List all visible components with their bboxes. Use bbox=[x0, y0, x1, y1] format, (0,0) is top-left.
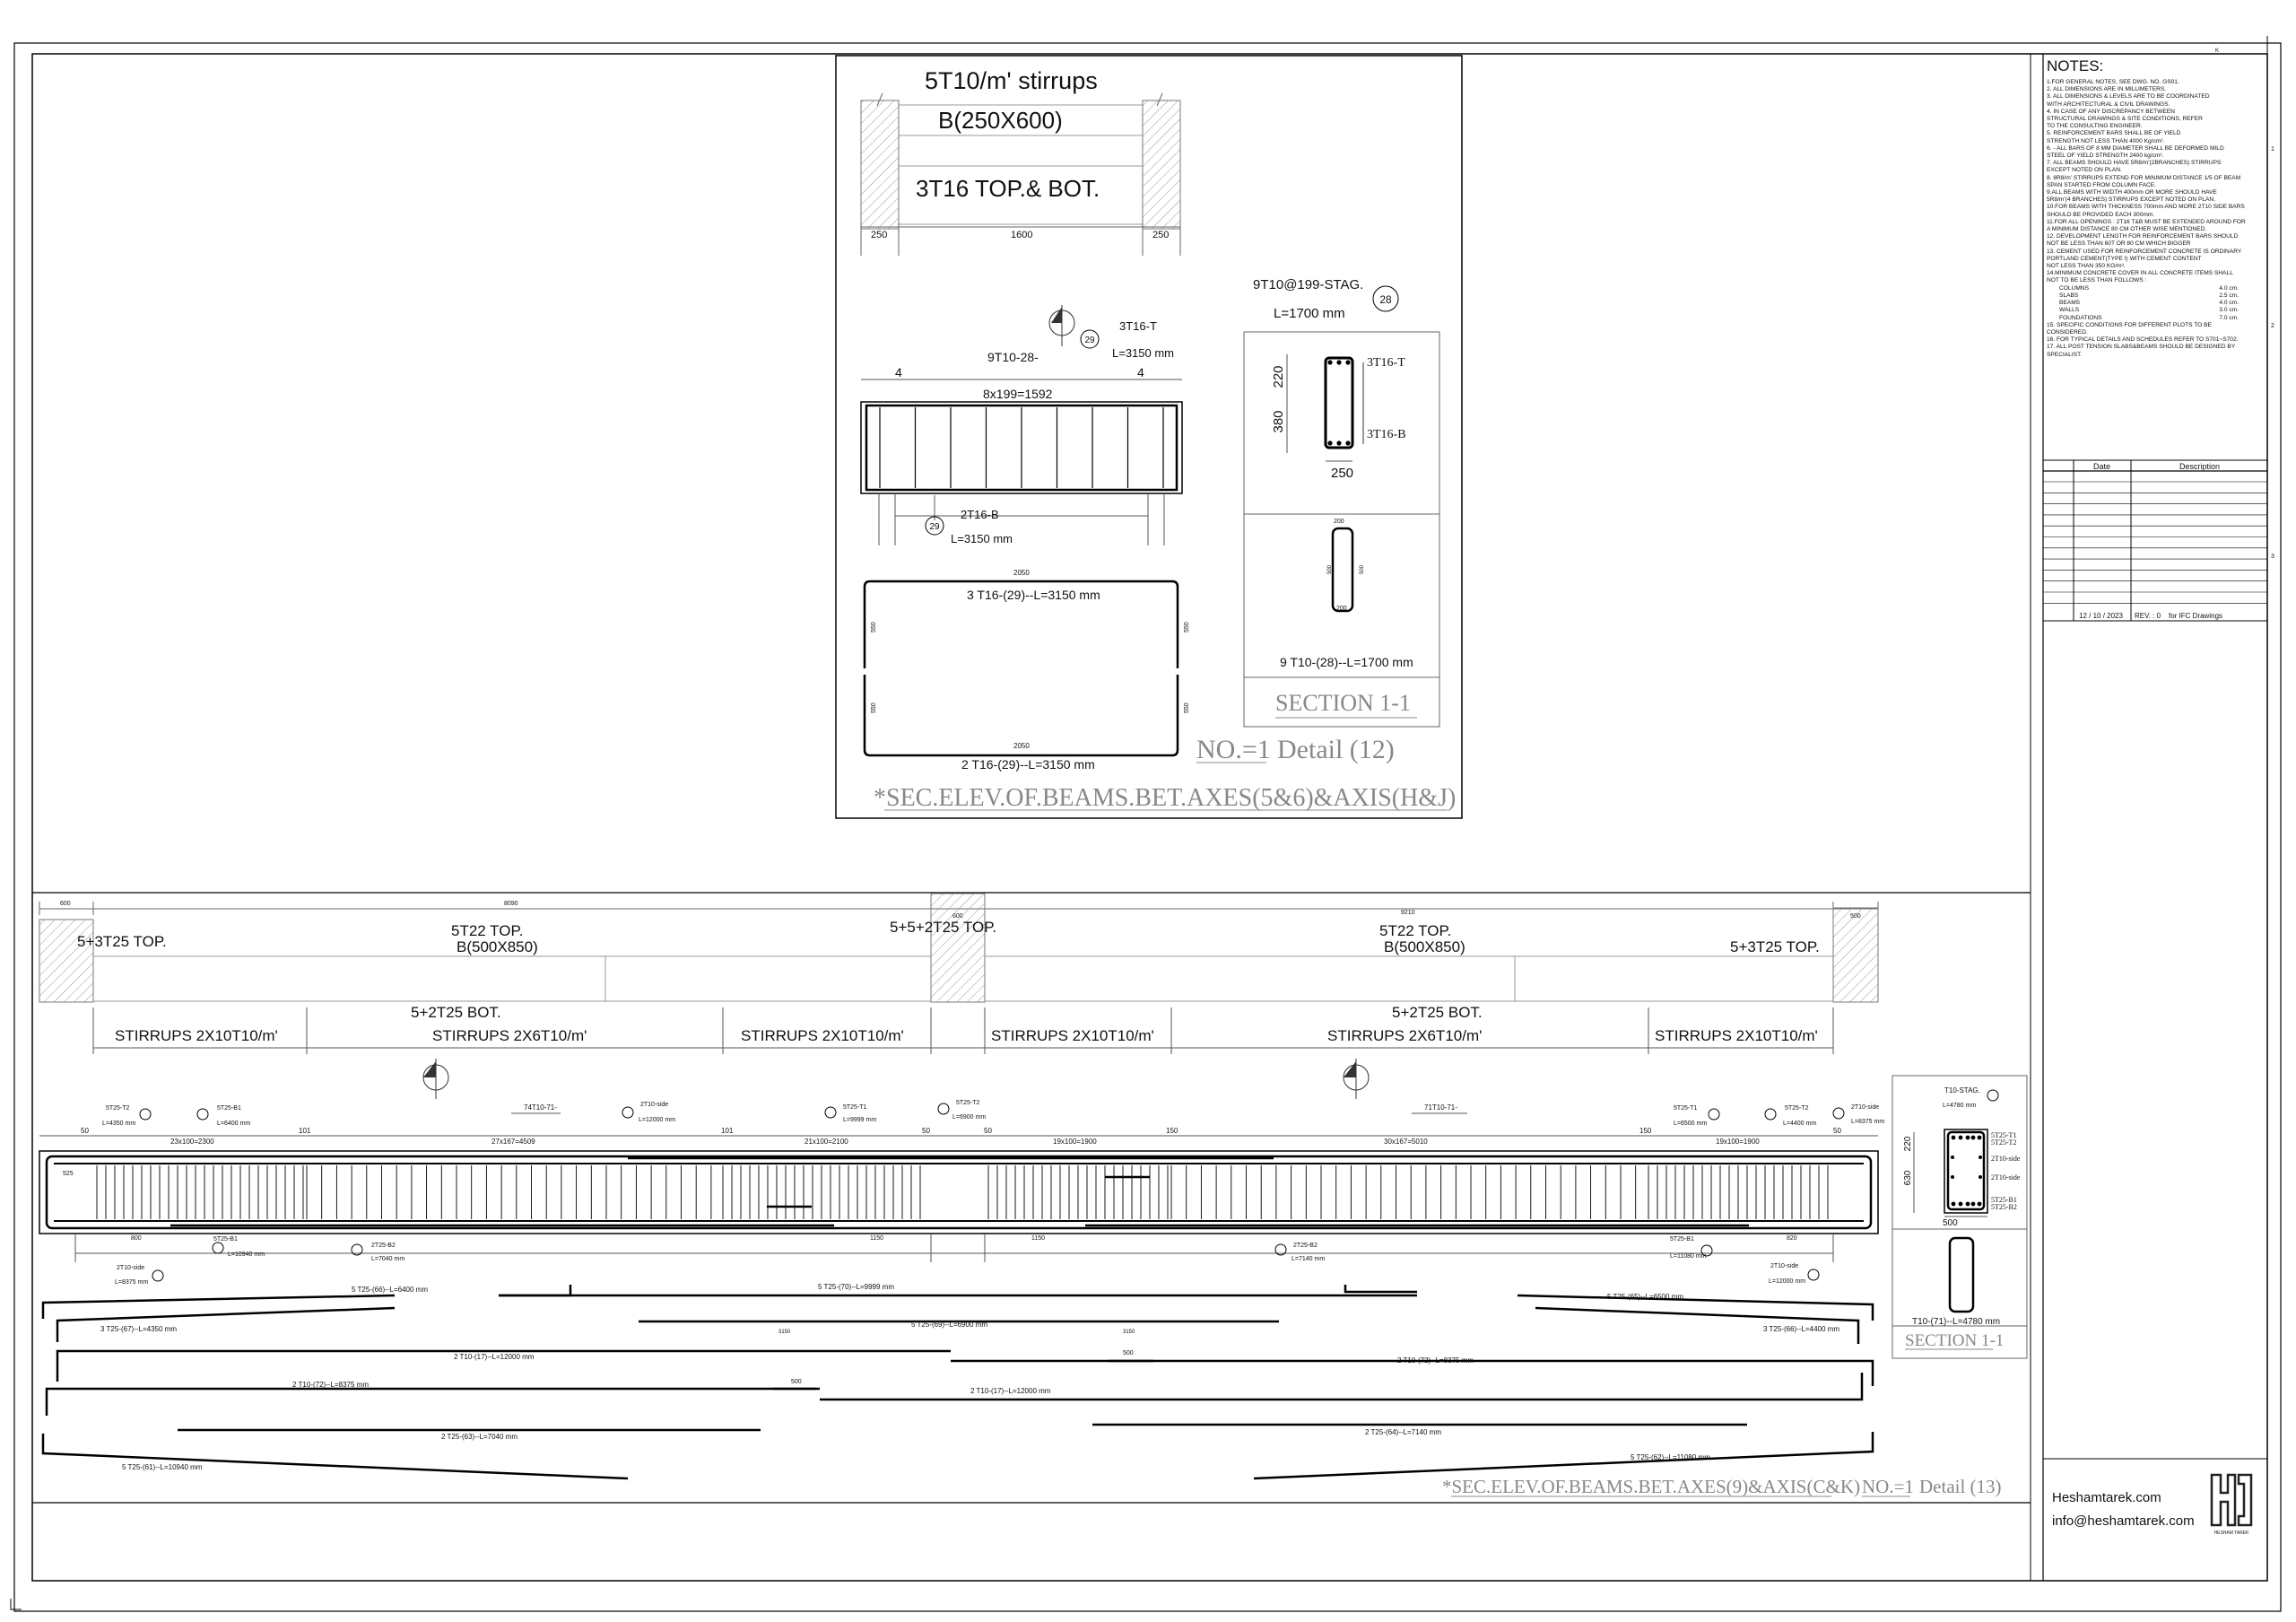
shape-hook-left-2: 550 bbox=[871, 702, 877, 713]
d13-column-2 bbox=[931, 894, 985, 1002]
below-p2l: L=7040 mm bbox=[371, 1256, 405, 1262]
sched-r3b: 2 T10-(72)--L=8375 mm bbox=[1397, 1356, 1474, 1365]
spacing-11: 30x167=5010 bbox=[1384, 1138, 1428, 1146]
note-line: 13. CEMENT USED FOR REINFORCEMENT CONCRETE IS ORDINARY bbox=[2047, 248, 2242, 255]
revision-table bbox=[2043, 482, 2267, 603]
sched-r1a: 5 T25-(66)--L=6400 mm bbox=[352, 1286, 428, 1294]
sec12-width: 250 bbox=[1331, 466, 1354, 481]
sec13-b4b: 5T25-B2 bbox=[1991, 1203, 2017, 1211]
tag-t6l: L=6900 mm bbox=[952, 1114, 987, 1121]
rebar-dot bbox=[1952, 1202, 1956, 1207]
d13-elevation-stirrups bbox=[97, 1165, 1828, 1219]
elev-bot-bar: 2T16-B bbox=[961, 508, 999, 521]
section-rebar-dots bbox=[1327, 360, 1350, 445]
sec13-stag: T10-STAG. bbox=[1944, 1086, 1980, 1094]
rebar-dot bbox=[1966, 1202, 1970, 1207]
rev-col-date: Date bbox=[2093, 462, 2111, 471]
spacing-4: 27x167=4509 bbox=[491, 1138, 535, 1146]
sched-r2d1: 3150 bbox=[778, 1330, 791, 1335]
cover-value: 3.0 cm. bbox=[2219, 307, 2239, 314]
below-p3: 2T10-side bbox=[117, 1265, 145, 1271]
sec13-d1: 220 bbox=[1903, 1136, 1913, 1152]
sec12-bot-bar: 3T16-B bbox=[1367, 428, 1406, 441]
rebar-dot bbox=[1336, 360, 1341, 364]
d13-column-1 bbox=[39, 920, 93, 1002]
sec13-b1: 5T25-T1 bbox=[1991, 1131, 2017, 1139]
below-p1: 5T25-B1 bbox=[213, 1236, 238, 1243]
rebar-dot bbox=[1978, 1202, 1982, 1207]
column-right bbox=[1143, 100, 1180, 229]
tag-t7: 71T10-71- bbox=[1424, 1103, 1457, 1112]
note-line: A MINIMUM DISTANCE 80 CM OTHER WISE MENTIONED. bbox=[2047, 226, 2207, 233]
notes-panel bbox=[2047, 57, 2271, 359]
sec13-title: SECTION 1-1 bbox=[1905, 1331, 2005, 1350]
below-p6l: L=12000 mm bbox=[1769, 1278, 1806, 1285]
sched-r2a: 3 T25-(67)--L=4350 mm bbox=[100, 1325, 177, 1333]
sec12-top-bar: 3T16-T bbox=[1367, 356, 1405, 370]
rebar-dot bbox=[1951, 1175, 1954, 1179]
cover-row bbox=[2047, 292, 2239, 300]
note-line: NOT TO BE LESS THAN FOLLOWS : bbox=[2047, 277, 2147, 284]
sec13-stirrup-label: T10-(71)--L=4780 mm bbox=[1912, 1317, 2001, 1327]
sec12-title: SECTION 1-1 bbox=[1275, 690, 1411, 716]
cover-value: 7.0 cm. bbox=[2219, 314, 2239, 321]
sched-r6a: 5 T25-(61)--L=10940 mm bbox=[122, 1463, 203, 1471]
sched-r3a: 2 T10-(17)--L=12000 mm bbox=[454, 1353, 535, 1361]
rebar-dot bbox=[1959, 1202, 1963, 1207]
beam-plan bbox=[861, 67, 1180, 256]
below-p4: 2T25-B2 bbox=[1293, 1243, 1318, 1249]
d13-tags bbox=[102, 1100, 1884, 1127]
d13-section-rebar-dots bbox=[1951, 1136, 1982, 1207]
spacing-9: 19x100=1900 bbox=[1053, 1138, 1097, 1146]
note-line: 11.FOR ALL OPENINGS : 2T16 T&B MUST BE EXTENDED AROUND FOR bbox=[2047, 218, 2246, 225]
below-b1: 800 bbox=[131, 1235, 142, 1242]
note-line: TO THE CONSULTING ENGINEER. bbox=[2047, 123, 2143, 130]
section-1-1-d12 bbox=[1244, 277, 1439, 727]
d12-no: NO.=1 bbox=[1196, 735, 1271, 764]
spacing-6: 21x100=2100 bbox=[804, 1138, 848, 1146]
spacing-12: 150 bbox=[1639, 1127, 1652, 1135]
tag-t8: 5T25-T1 bbox=[1674, 1105, 1698, 1112]
logo-text: HESHAM TAREK bbox=[2213, 1530, 2249, 1536]
cover-row bbox=[2047, 307, 2239, 314]
note-line: 8. 8R8/m' STIRRUPS EXTEND FOR MINIMUM DISTANCE 1/5 OF BEAM bbox=[2047, 174, 2241, 181]
sched-r1c: 5 T25-(65)--L=6500 mm bbox=[1607, 1293, 1683, 1301]
d13-column-3 bbox=[1833, 908, 1878, 1002]
note-line: 12. DEVELOPMENT LENGTH FOR REINFORCEMENT BARS SHOULD bbox=[2047, 233, 2239, 240]
rebar-dot bbox=[1951, 1155, 1954, 1159]
spacing-1: 50 bbox=[81, 1127, 89, 1135]
rebar-dot bbox=[1345, 360, 1350, 364]
note-line: 10.FOR BEAMS WITH THICKNESS 700mm AND MORE 2T10 SIDE BARS bbox=[2047, 204, 2245, 211]
sched-r2b: 5 T25-(69)--L=6900 mm bbox=[911, 1321, 987, 1329]
note-line: EXCEPT NOTED ON PLAN. bbox=[2047, 167, 2122, 174]
sched-r4b: 500 bbox=[791, 1379, 802, 1385]
tag-t8l: L=6500 mm bbox=[1674, 1121, 1708, 1127]
note-line: 3. ALL DIMENSIONS & LEVELS ARE TO BE COORDINATED bbox=[2047, 93, 2210, 100]
tag-t2: 5T25-B1 bbox=[217, 1105, 241, 1112]
tag-t9: 5T25-T2 bbox=[1785, 1105, 1809, 1112]
d13-mid-top: 5+5+2T25 TOP. bbox=[890, 919, 997, 936]
margin-mark-k: K bbox=[2215, 48, 2220, 54]
elev-top-bar: 3T16-T bbox=[1119, 319, 1157, 333]
tag-t10: 2T10-side bbox=[1851, 1104, 1880, 1111]
d13-elevation bbox=[39, 1151, 1878, 1262]
note-line: STRENGTH NOT LESS THAN 4000 Kg/cm². bbox=[2047, 137, 2165, 144]
tag-t6: 5T25-T2 bbox=[956, 1100, 980, 1106]
sec13-b2: 2T10-side bbox=[1991, 1155, 2021, 1163]
company-logo bbox=[2206, 1471, 2257, 1536]
plan-dim-right: 250 bbox=[1152, 230, 1170, 240]
notes-list bbox=[2047, 79, 2271, 285]
margin-mark-3: 3 bbox=[2271, 554, 2274, 560]
sec12-st-bot: 200 bbox=[1336, 606, 1347, 612]
contact-email[interactable]: info@heshamtarek.com bbox=[2052, 1513, 2195, 1529]
logo-mark-icon bbox=[2208, 1471, 2255, 1529]
shape-hook-left: 550 bbox=[871, 622, 877, 632]
spacing-7: 50 bbox=[922, 1127, 930, 1135]
sched-r3c: 500 bbox=[1123, 1350, 1134, 1356]
note-line: 16. FOR TYPICAL DETAILS AND SCHEDULES REFER TO S701~S702. bbox=[2047, 336, 2239, 344]
below-b4: 820 bbox=[1787, 1235, 1797, 1242]
shape-bot-label: 2 T16-(29)--L=3150 mm bbox=[961, 757, 1095, 772]
note-line: SPECIALIST. bbox=[2047, 351, 2083, 358]
note-line: 7. ALL BEAMS SHOULD HAVE 5R8/m'(2BRANCHES) STIRRUPS bbox=[2047, 160, 2222, 167]
cover-item: COLUMNS bbox=[2059, 284, 2089, 292]
rebar-dot bbox=[1952, 1136, 1956, 1140]
elev-top-len: L=3150 mm bbox=[1112, 346, 1175, 360]
note-line: 2. ALL DIMENSIONS ARE IN MILLIMETERS. bbox=[2047, 86, 2167, 93]
note-line: 5. REINFORCEMENT BARS SHALL BE OF YIELD bbox=[2047, 130, 2181, 137]
sched-r2d2: 3150 bbox=[1123, 1330, 1135, 1335]
d13-right-top: 5+3T25 TOP. bbox=[1730, 938, 1820, 955]
d13-below-labels bbox=[115, 1235, 1819, 1286]
d12-detail: Detail (12) bbox=[1277, 735, 1395, 764]
d13-span2-beam: B(500X850) bbox=[1384, 938, 1465, 955]
sec13-b1b: 5T25-T2 bbox=[1991, 1138, 2017, 1147]
shape-bot-dim: 2050 bbox=[1013, 742, 1030, 750]
below-p5: 5T25-B1 bbox=[1670, 1236, 1694, 1243]
sec12-st-right: 500 bbox=[1360, 564, 1365, 574]
elev-dim-right: 4 bbox=[1137, 365, 1144, 379]
below-p4l: L=7140 mm bbox=[1292, 1256, 1326, 1262]
plan-dim-left: 250 bbox=[871, 230, 888, 240]
note-line: 1.FOR GENERAL NOTES, SEE DWG. NO. GS01. bbox=[2047, 79, 2179, 85]
tag-t3: 74T10-71- bbox=[524, 1103, 557, 1112]
note-line: SHOULD BE PROVIDED EACH 300mm. bbox=[2047, 211, 2155, 218]
spacing-8: 50 bbox=[984, 1127, 992, 1135]
below-p1l: L=10940 mm bbox=[228, 1251, 265, 1258]
shape-top-label: 3 T16-(29)--L=3150 mm bbox=[967, 588, 1100, 602]
d13-span1-beam: B(500X850) bbox=[457, 938, 538, 955]
d13-no: NO.=1 bbox=[1862, 1476, 1914, 1497]
d13-detail: Detail (13) bbox=[1919, 1476, 2002, 1497]
notes-cover-table bbox=[2047, 285, 2271, 322]
note-line: 5R8/m'(4 BRANCHES) STIRRUPS EXCEPT NOTED ON PLAN. bbox=[2047, 196, 2215, 204]
plan-dim-mid: 1600 bbox=[1011, 230, 1033, 240]
d13-bar-schedule bbox=[43, 1283, 1873, 1478]
margin-mark-2: 2 bbox=[2271, 323, 2274, 329]
sec13-b4: 5T25-B1 bbox=[1991, 1196, 2017, 1204]
rebar-dot bbox=[1971, 1136, 1976, 1140]
tag-t4: 2T10-side bbox=[640, 1102, 669, 1108]
note-line: NOT LESS THAN 350 KG/m³. bbox=[2047, 263, 2126, 270]
d13-side-dim: 525 bbox=[63, 1171, 74, 1177]
note-line: STRUCTURAL DRAWINGS & SITE CONDITIONS, REFER bbox=[2047, 116, 2203, 123]
plan-beam-label: B(250X600) bbox=[938, 107, 1063, 134]
spacing-13: 19x100=1900 bbox=[1716, 1138, 1760, 1146]
note-line: 17. ALL POST TENSION SLABS&BEAMS SHOULD BE DESIGNED BY bbox=[2047, 344, 2236, 351]
cover-row bbox=[2047, 300, 2239, 307]
elev-bot-len: L=3150 mm bbox=[951, 532, 1013, 545]
note-line: 15. SPECIFIC CONDITIONS FOR DIFFERENT PLOTS TO BE bbox=[2047, 321, 2212, 328]
d13-stirrups-6: STIRRUPS 2X10T10/m' bbox=[1655, 1027, 1818, 1044]
rebar-dot bbox=[1978, 1136, 1982, 1140]
contact-web[interactable]: Heshamtarek.com bbox=[2052, 1490, 2161, 1505]
sched-r4a: 2 T10-(72)--L=8375 mm bbox=[292, 1381, 369, 1389]
d13-stirrups-5: STIRRUPS 2X6T10/m' bbox=[1327, 1027, 1483, 1044]
d13-dim-2: 8090 bbox=[504, 901, 518, 907]
tag-t1: 5T25-T2 bbox=[106, 1105, 130, 1112]
elev-dim-left: 4 bbox=[895, 365, 902, 379]
below-p2: 2T25-B2 bbox=[371, 1243, 396, 1249]
shape-hook-right: 550 bbox=[1184, 622, 1190, 632]
d13-stirrups-3: STIRRUPS 2X10T10/m' bbox=[741, 1027, 904, 1044]
cover-row bbox=[2047, 285, 2239, 292]
notes-list-tail bbox=[2047, 322, 2271, 359]
sched-r5a: 2 T25-(63)--L=7040 mm bbox=[441, 1433, 517, 1441]
sec12-len: L=1700 mm bbox=[1274, 306, 1345, 321]
cover-value: 2.5 cm. bbox=[2219, 292, 2239, 299]
below-b3: 1150 bbox=[1031, 1235, 1046, 1242]
tag-t9l: L=4400 mm bbox=[1783, 1121, 1817, 1127]
d13-span2-top: 5T22 TOP. bbox=[1379, 922, 1452, 939]
rebar-dot bbox=[1345, 440, 1350, 445]
cover-item: SLABS bbox=[2059, 292, 2079, 299]
margin-mark-1: 1 bbox=[2271, 146, 2274, 153]
cover-value: 4.0 cm. bbox=[2219, 300, 2239, 307]
notes-title: NOTES: bbox=[2047, 57, 2104, 74]
bar-shapes bbox=[865, 569, 1190, 772]
rebar-dot bbox=[1327, 360, 1332, 364]
sec12-stag: 9T10@199-STAG. bbox=[1253, 277, 1364, 292]
rebar-dot bbox=[1971, 1202, 1976, 1207]
rebar-dot bbox=[1959, 1136, 1963, 1140]
below-p5l: L=11080 mm bbox=[1670, 1253, 1707, 1260]
tag-t5l: L=9999 mm bbox=[843, 1117, 877, 1123]
elev-stirrup-label: 9T10-28- bbox=[987, 350, 1039, 364]
d13-stirrups-4: STIRRUPS 2X10T10/m' bbox=[991, 1027, 1154, 1044]
below-b2: 1150 bbox=[870, 1235, 884, 1242]
sec12-d2: 380 bbox=[1271, 410, 1286, 433]
rev-col-desc: Description bbox=[2179, 462, 2221, 471]
section-marker bbox=[1049, 305, 1074, 346]
plan-title: 5T10/m' stirrups bbox=[925, 67, 1098, 94]
d13-caption: *SEC.ELEV.OF.BEAMS.BET.AXES(9)&AXIS(C&K) bbox=[1442, 1476, 1860, 1497]
rebar-dot bbox=[1336, 440, 1341, 445]
d13-stirrups-1: STIRRUPS 2X10T10/m' bbox=[115, 1027, 278, 1044]
elev-bot-mark: 29 bbox=[929, 522, 940, 532]
note-line: 6. - ALL BARS OF 8 MM DIAMETER SHALL BE DEFORMED MILD bbox=[2047, 144, 2224, 152]
rebar-dot bbox=[1979, 1155, 1982, 1159]
note-line: CONSIDERED. bbox=[2047, 328, 2088, 336]
cover-value: 4.0 cm. bbox=[2219, 284, 2239, 292]
spacing-3: 101 bbox=[299, 1127, 311, 1135]
elev-top-mark: 29 bbox=[1084, 336, 1095, 345]
rebar-dot bbox=[1966, 1136, 1970, 1140]
d13-stirrups-2: STIRRUPS 2X6T10/m' bbox=[432, 1027, 587, 1044]
contact-block bbox=[2052, 1487, 2195, 1533]
spacing-14: 50 bbox=[1833, 1127, 1841, 1135]
d13-span2-bot: 5+2T25 BOT. bbox=[1392, 1004, 1483, 1021]
outer-border bbox=[14, 43, 2281, 1611]
sched-r2c: 3 T25-(66)--L=4400 mm bbox=[1763, 1325, 1839, 1333]
sched-r4c: 2 T10-(17)--L=12000 mm bbox=[970, 1387, 1051, 1395]
sec12-stirrup-label: 9 T10-(28)--L=1700 mm bbox=[1280, 655, 1413, 669]
tag-t1l: L=4350 mm bbox=[102, 1121, 136, 1127]
rev-desc: for IFC Drawings bbox=[2169, 612, 2223, 620]
spacing-10: 150 bbox=[1166, 1127, 1178, 1135]
sec13-len: L=4780 mm bbox=[1943, 1103, 1977, 1109]
d12-caption: *SEC.ELEV.OF.BEAMS.BET.AXES(5&6)&AXIS(H&J) bbox=[874, 784, 1457, 812]
note-line: NOT BE LESS THAN 60T OR 80 CM WHICH BIGGER bbox=[2047, 240, 2191, 248]
tag-t2l: L=6400 mm bbox=[217, 1121, 251, 1127]
elev-spacing: 8x199=1592 bbox=[983, 387, 1053, 401]
spacing-5: 101 bbox=[721, 1127, 734, 1135]
tag-t10l: L=8375 mm bbox=[1851, 1119, 1885, 1125]
sec12-st-top: 200 bbox=[1334, 519, 1344, 525]
rev-date: 12 / 10 / 2023 bbox=[2079, 612, 2123, 620]
title-block bbox=[2043, 460, 2267, 1459]
sched-r6b: 5 T25-(62)--L=11080 mm bbox=[1631, 1453, 1710, 1461]
elevation-stirrups bbox=[880, 407, 1163, 488]
tag-t5: 5T25-T1 bbox=[843, 1104, 867, 1111]
note-line: STEEL OF YIELD STRENGTH 2400 kg/cm². bbox=[2047, 153, 2164, 160]
sec13-d2: 630 bbox=[1903, 1170, 1913, 1186]
rev-number: REV. : 0 bbox=[2135, 612, 2161, 620]
plan-bars-label: 3T16 TOP.& BOT. bbox=[916, 175, 1100, 202]
cover-row bbox=[2047, 315, 2239, 322]
cover-item: WALLS bbox=[2059, 307, 2080, 314]
below-p6: 2T10-side bbox=[1770, 1263, 1799, 1269]
sched-r5b: 2 T25-(64)--L=7140 mm bbox=[1365, 1428, 1441, 1436]
sec12-mark: 28 bbox=[1379, 293, 1392, 306]
sec13-width: 500 bbox=[1943, 1218, 1958, 1228]
d13-left-top: 5+3T25 TOP. bbox=[77, 933, 167, 950]
note-line: 14.MINIMUM CONCRETE COVER IN ALL CONCRETE ITEMS SHALL bbox=[2047, 270, 2233, 277]
tag-t4l: L=12000 mm bbox=[639, 1117, 676, 1123]
section-1-1-d13 bbox=[1892, 1076, 2027, 1358]
spacing-2: 23x100=2300 bbox=[170, 1138, 214, 1146]
rebar-dot bbox=[1979, 1175, 1982, 1179]
shape-hook-right-2: 550 bbox=[1184, 702, 1190, 713]
sec12-d1: 220 bbox=[1271, 365, 1286, 388]
sec13-b3: 2T10-side bbox=[1991, 1173, 2021, 1182]
cover-item: BEAMS bbox=[2059, 300, 2081, 307]
note-line: SPAN STARTED FROM COLUMN FACE. bbox=[2047, 181, 2156, 188]
sec12-st-left: 500 bbox=[1327, 564, 1333, 574]
note-line: WITH ARCHITECTURAL & CIVIL DRAWINGS. bbox=[2047, 100, 2170, 108]
cover-item: FOUNDATIONS bbox=[2059, 314, 2102, 321]
below-p3l: L=8375 mm bbox=[115, 1279, 149, 1286]
shape-top-dim: 2050 bbox=[1013, 569, 1030, 577]
d13-dim-1: 600 bbox=[60, 901, 71, 907]
detail-12 bbox=[836, 56, 1462, 818]
note-line: 4. IN CASE OF ANY DISCREPANCY BETWEEN bbox=[2047, 108, 2175, 115]
d13-span1-bot: 5+2T25 BOT. bbox=[411, 1004, 501, 1021]
beam-elevation bbox=[861, 319, 1182, 545]
d13-span1-top: 5T22 TOP. bbox=[451, 922, 524, 939]
note-line: PORTLAND CEMENT(TYPE I) WITH CEMENT CONTENT bbox=[2047, 255, 2202, 262]
d13-dim-4: 9210 bbox=[1401, 910, 1415, 916]
column-left bbox=[861, 100, 899, 229]
sched-r1b: 5 T25-(70)--L=9999 mm bbox=[818, 1283, 894, 1291]
detail-13 bbox=[39, 894, 2027, 1497]
note-line: 9.ALL BEAMS WITH WIDTH 400mm OR MORE SHOULD HAVE bbox=[2047, 189, 2217, 196]
rebar-dot bbox=[1327, 440, 1332, 445]
